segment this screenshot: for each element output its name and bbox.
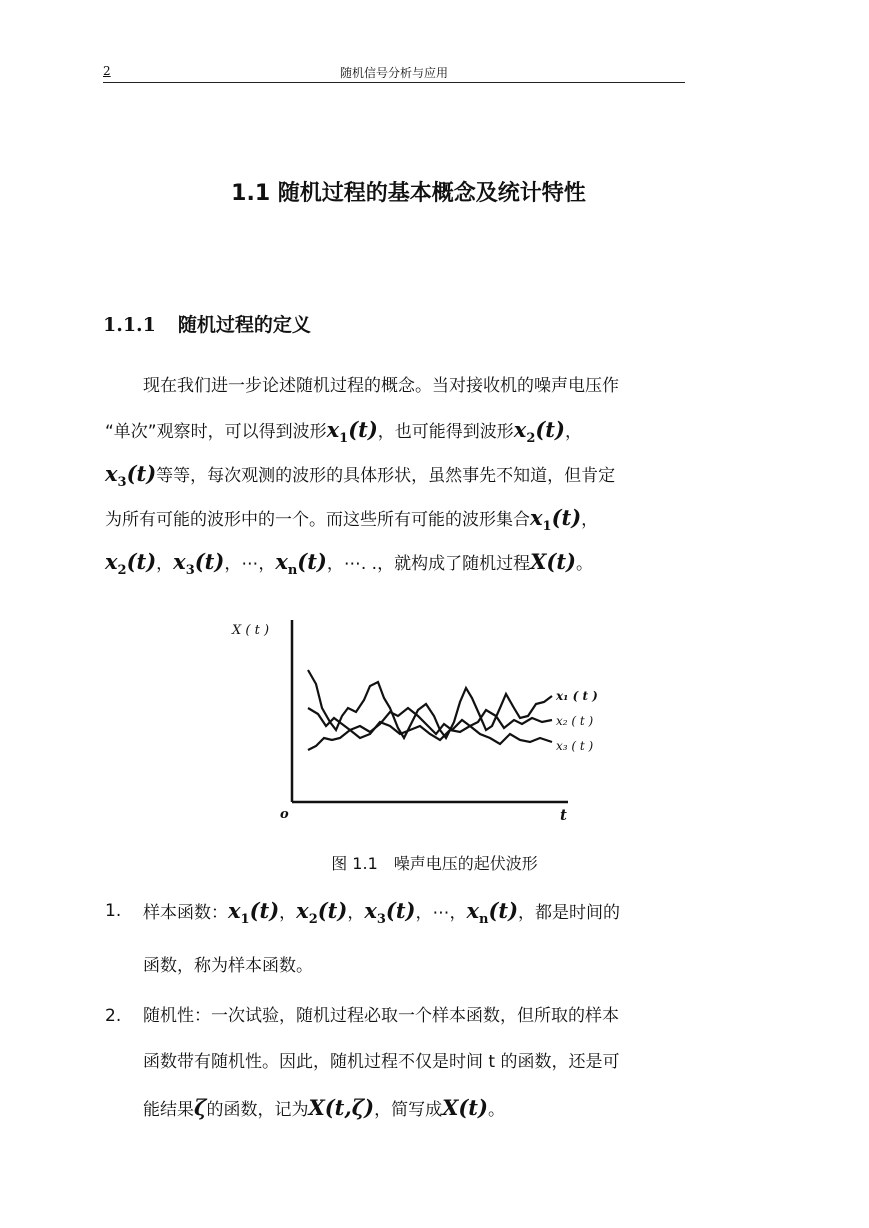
definition-paragraph bbox=[105, 364, 717, 584]
subsection-number: 1.1.1 bbox=[103, 314, 156, 336]
ellipsis: ⋯. . bbox=[343, 554, 378, 574]
math-x2: $x_2(t)$ bbox=[105, 549, 157, 579]
list-continuation: 函数，称为样本函数。 bbox=[143, 956, 313, 977]
math-x3: $x_3(t)$ bbox=[105, 461, 157, 491]
text: ， bbox=[581, 510, 599, 530]
text: ， bbox=[564, 422, 582, 442]
text: 等等，每次观测的波形的具体形状，虽然事先不知道，但肯定 bbox=[156, 466, 616, 486]
text: ，也可能得到波形 bbox=[377, 422, 514, 442]
text: ， bbox=[156, 554, 174, 574]
math-x1: $x_1(t)$ bbox=[326, 417, 378, 447]
math-x2: $x_2(t)$ bbox=[513, 417, 565, 447]
para-line-2 bbox=[105, 408, 717, 452]
math-Xt: X(t) bbox=[530, 549, 576, 574]
section-title: 1.1 随机过程的基本概念及统计特性 bbox=[231, 181, 586, 206]
list-item: 1. 样本函数：$x_1(t)$，$x_2(t)$，$x_3(t)$，⋯，$x_n(t)$，都是时间的 函数，称为样本函数。 bbox=[105, 888, 717, 989]
math-x3: $x_3(t)$ bbox=[173, 549, 225, 579]
subsection-title: 随机过程的定义 bbox=[177, 314, 311, 336]
page-number: 2 bbox=[103, 64, 111, 78]
ellipsis: ⋯ bbox=[432, 903, 450, 923]
y-axis-label: X ( t ) bbox=[232, 623, 270, 638]
math-xn: $x_n(t)$ bbox=[466, 898, 519, 928]
para-line-1: 现在我们进一步论述随机过程的概念。当对接收机的噪声电压作 bbox=[143, 376, 619, 396]
noise-waveform-figure bbox=[230, 612, 630, 827]
text: ，都是时间的 bbox=[518, 903, 621, 923]
math-x1: $x_1(t)$ bbox=[530, 505, 582, 535]
list-line: 能结果ζ的函数，记为X(t,ζ)，简写成X(t)。 bbox=[143, 1095, 505, 1121]
ellipsis: ⋯ bbox=[241, 554, 259, 574]
legend-x2: x₂ ( t ) bbox=[556, 714, 594, 728]
list-number: 2. bbox=[105, 1006, 122, 1027]
para-line-3 bbox=[105, 452, 717, 496]
text: “单次”观察时，可以得到波形 bbox=[105, 422, 327, 442]
x-axis-label: t bbox=[560, 806, 567, 824]
text: ， bbox=[258, 554, 276, 574]
math-Xt: X(t) bbox=[442, 1095, 488, 1121]
math-X-t-zeta: X(t,ζ) bbox=[308, 1095, 375, 1121]
property-list bbox=[105, 888, 717, 1133]
legend-x1: x₁ ( t ) bbox=[556, 689, 598, 703]
figure-caption: 图 1.1 噪声电压的起伏波形 bbox=[331, 854, 538, 873]
text: 。 bbox=[575, 554, 593, 574]
para-line-4 bbox=[105, 496, 717, 540]
text: ， bbox=[326, 554, 344, 574]
legend-x3: x₃ ( t ) bbox=[556, 739, 594, 753]
math-zeta: ζ bbox=[194, 1095, 207, 1121]
origin-label: o bbox=[280, 807, 289, 822]
para-line-5 bbox=[105, 540, 717, 584]
text: 样本函数： bbox=[143, 903, 228, 923]
math-x2: $x_2(t)$ bbox=[296, 898, 348, 928]
text: ， bbox=[224, 554, 242, 574]
math-xn: $x_n(t)$ bbox=[275, 549, 327, 579]
running-title: 随机信号分析与应用 bbox=[339, 66, 448, 80]
list-number: 1. bbox=[105, 901, 122, 921]
math-x1: $x_1(t)$ bbox=[228, 898, 280, 928]
page-header bbox=[103, 62, 685, 83]
list-line: 函数带有随机性。因此，随机过程不仅是时间 t 的函数，还是可 bbox=[143, 1052, 620, 1073]
list-line: 随机性：一次试验，随机过程必取一个样本函数，但所取的样本 bbox=[143, 1006, 619, 1027]
text: ，就构成了随机过程 bbox=[377, 554, 531, 574]
math-x3: $x_3(t)$ bbox=[364, 898, 416, 928]
list-item bbox=[105, 993, 717, 1133]
text: 为所有可能的波形中的一个。而这些所有可能的波形集合 bbox=[105, 510, 530, 530]
subsection-heading bbox=[103, 310, 311, 337]
